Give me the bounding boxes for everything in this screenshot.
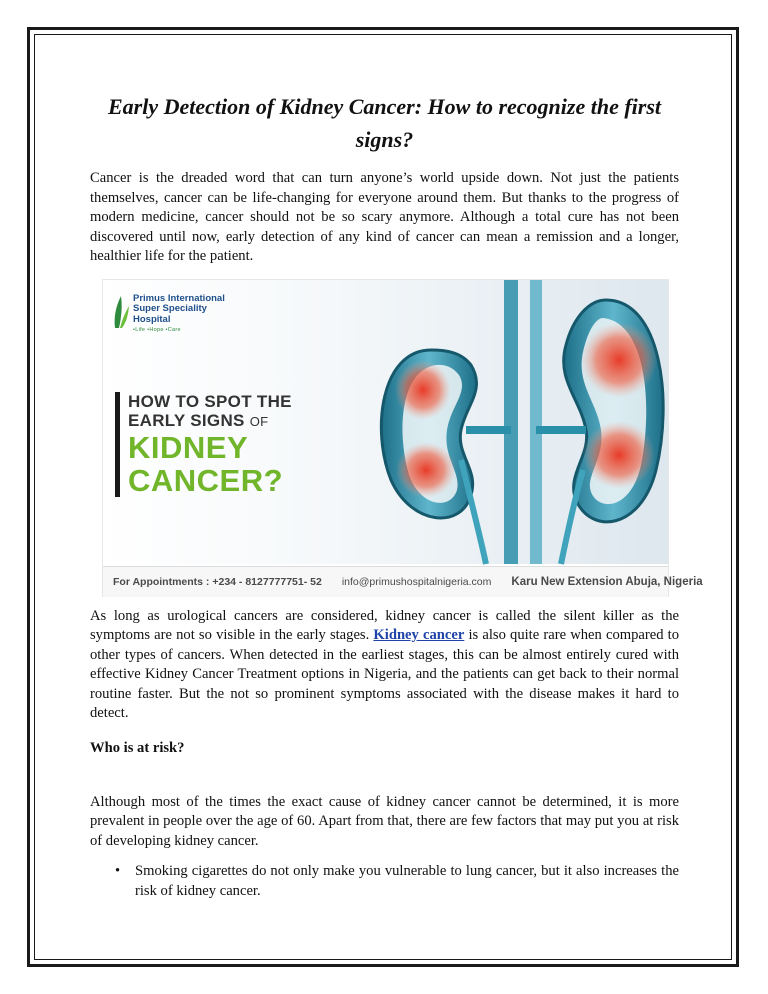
silent-killer-paragraph	[90, 607, 679, 724]
right-kidney-tumor-lower	[583, 421, 655, 489]
banner-main-area	[103, 280, 668, 564]
paragraph-2-before-link: As long as urological cancers are considered, kidney cancer is called the silent killer as the symptoms are not so visible in the early stages.	[90, 607, 679, 643]
document-body	[90, 90, 703, 901]
banner-headline	[115, 392, 292, 497]
right-kidney	[536, 300, 663, 564]
headline-early-signs: EARLY SIGNS	[128, 410, 245, 430]
headline-line-4: CANCER?	[128, 462, 284, 498]
logo-leaf-icon	[111, 292, 131, 332]
right-kidney-tumor-upper	[581, 322, 657, 398]
left-kidney-tumor-lower	[396, 442, 456, 498]
headline-of: OF	[249, 413, 269, 429]
banner-email: info@primushospitalnigeria.com	[341, 575, 492, 588]
hospital-logo	[111, 288, 241, 338]
risk-paragraph: Although most of the times the exact cause of kidney cancer cannot be determined, it is more prevalent in people over the age of 60. Apart from that, there are few factors that may put you at risk of developing kidney cancer.	[90, 793, 679, 849]
list-item-text: Smoking cigarettes do not only make you vulnerable to lung cancer, but it also increases the risk of kidney cancer.	[135, 863, 679, 899]
logo-line-1: Primus International	[133, 292, 225, 304]
list-item	[90, 862, 679, 901]
headline-line-1: HOW TO SPOT THE	[128, 391, 292, 411]
banner-appointments: For Appointments : +234 - 8127777751- 52	[113, 575, 322, 588]
risk-factor-list	[90, 862, 679, 901]
intro-paragraph: Cancer is the dreaded word that can turn anyone’s world upside down. Not just the patients themselves, cancer can be life-changing for everyone around them. But thanks to the progress of modern medicine, cancer should not be so scary anymore. Although a total cure has not been discovered until now, early detection of any kind of cancer can mean a remission and a longer, healthier life for the patient.	[90, 170, 679, 264]
banner-address: Karu New Extension Abuja, Nigeria	[511, 575, 703, 588]
left-kidney-tumor-upper	[395, 360, 451, 420]
headline-line-3: KIDNEY	[128, 429, 249, 465]
paragraph-2-after-link: is also quite rare when compared to other types of cancers. When detected in the earliest stages, this can be almost entirely cured with effective Kidney Cancer Treatment options in Nigeria, and the patients can get back to their normal routine faster. But the not so prominent symptoms associated with the disease makes it hard to detect.	[90, 627, 680, 721]
kidney-cancer-banner-image	[102, 279, 703, 597]
logo-tagline: •Life •Hope •Care	[133, 326, 181, 333]
logo-line-3: Hospital	[133, 313, 171, 325]
logo-text	[133, 294, 225, 326]
kidney-cancer-link[interactable]: Kidney cancer	[373, 627, 465, 643]
document-title: Early Detection of Kidney Cancer: How to recognize the first signs?	[107, 94, 662, 152]
kidneys-illustration	[361, 280, 668, 564]
bullet-marker: •	[115, 863, 121, 879]
left-kidney	[381, 350, 511, 564]
logo-line-2: Super Speciality	[133, 303, 207, 314]
headline-line-2	[128, 411, 292, 431]
risk-subheading: Who is at risk?	[90, 739, 185, 756]
banner-footer	[103, 566, 703, 597]
